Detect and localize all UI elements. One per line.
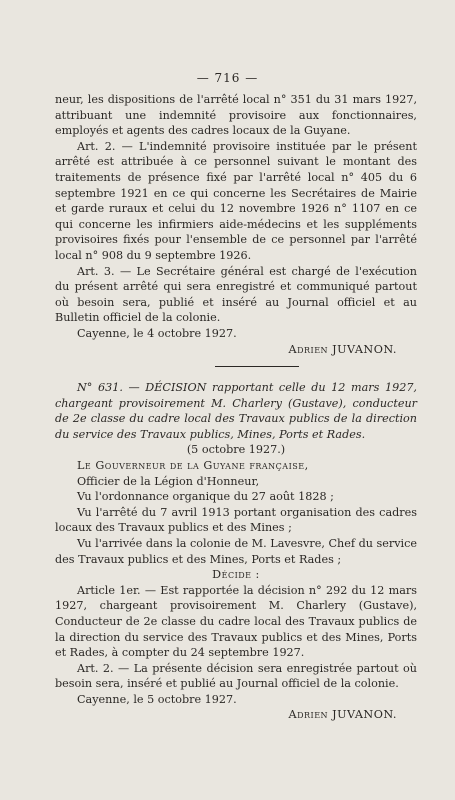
vu-arrete: Vu l'arrêté du 7 avril 1913 portant organisation des cadres locaux des Travaux publics et des Mines ; — [55, 505, 417, 535]
decision-date-line: Cayenne, le 5 octobre 1927. — [77, 692, 237, 706]
decision-631 — [55, 380, 417, 723]
page-number: — 716 — — [196, 71, 259, 85]
decide-line: Décide : — [212, 568, 260, 582]
separator-rule — [215, 366, 299, 367]
governor-line: Le Gouverneur de la Guyane française, — [77, 458, 309, 472]
signature: Adrien JUVANON. — [288, 342, 397, 356]
article-2: Art. 2. — L'indemnité provisoire instituée par le présent arrêté est attribuée à ce personnel suivant le montant des traitements de présence fixé par l'arrêté local n° 405 du 6 septembre 1921 en ce qui concerne les Secrétaires de Mairie et garde ruraux et celui du 12 novembre 1926 n° 1107 en ce qui concerne les infirmiers aide-médecins et les suppléments provisoires fixés pour l'ensemble de ce personnel par l'arrêté local n° 908 du 9 septembre 1926. — [55, 139, 417, 262]
date-line: Cayenne, le 4 octobre 1927. — [77, 326, 237, 340]
arrete-continuation — [55, 92, 417, 357]
article-3: Art. 3. — Le Secrétaire général est chargé de l'exécution du présent arrêté qui sera enregistré et communiqué partout où besoin sera, publié et inséré au Journal officiel et au Bulletin officiel de la colonie. — [55, 264, 417, 325]
decision-heading: N° 631. — DÉCISION rapportant celle du 12 mars 1927, chargeant provisoirement M. Charlery (Gustave), conducteur de 2e classe du cadre local des Travaux publics de la direction du service des Travaux publics, Mines, Ports et Rades. — [55, 381, 417, 441]
decision-article-1: Article 1er. — Est rapportée la décision n° 292 du 12 mars 1927, chargeant provisoirement M. Charlery (Gustave), Conducteur de 2e classe du cadre local des Travaux publics de la direction du service des Travaux publics et des Mines, Ports et Rades, à compter du 24 septembre 1927. — [55, 583, 417, 660]
decision-signature: Adrien JUVANON. — [288, 708, 397, 722]
paragraph-1: neur, les dispositions de l'arrêté local n° 351 du 31 mars 1927, attribuant une indemnité provisoire aux fonctionnaires, employés et agents des cadres locaux de la Guyane. — [55, 93, 417, 138]
vu-arrivee: Vu l'arrivée dans la colonie de M. Lavesvre, Chef du service des Travaux publics et des Mines, Ports et Rades ; — [55, 536, 417, 566]
decision-article-2: Art. 2. — La présente décision sera enregistrée partout où besoin sera, inséré et publié au Journal officiel de la colonie. — [55, 661, 417, 691]
officer-line: Officier de la Légion d'Honneur, — [77, 474, 260, 488]
decision-heading-date: (5 octobre 1927.) — [186, 443, 286, 457]
vu-ordonnance: Vu l'ordonnance organique du 27 août 1828 ; — [77, 490, 334, 504]
